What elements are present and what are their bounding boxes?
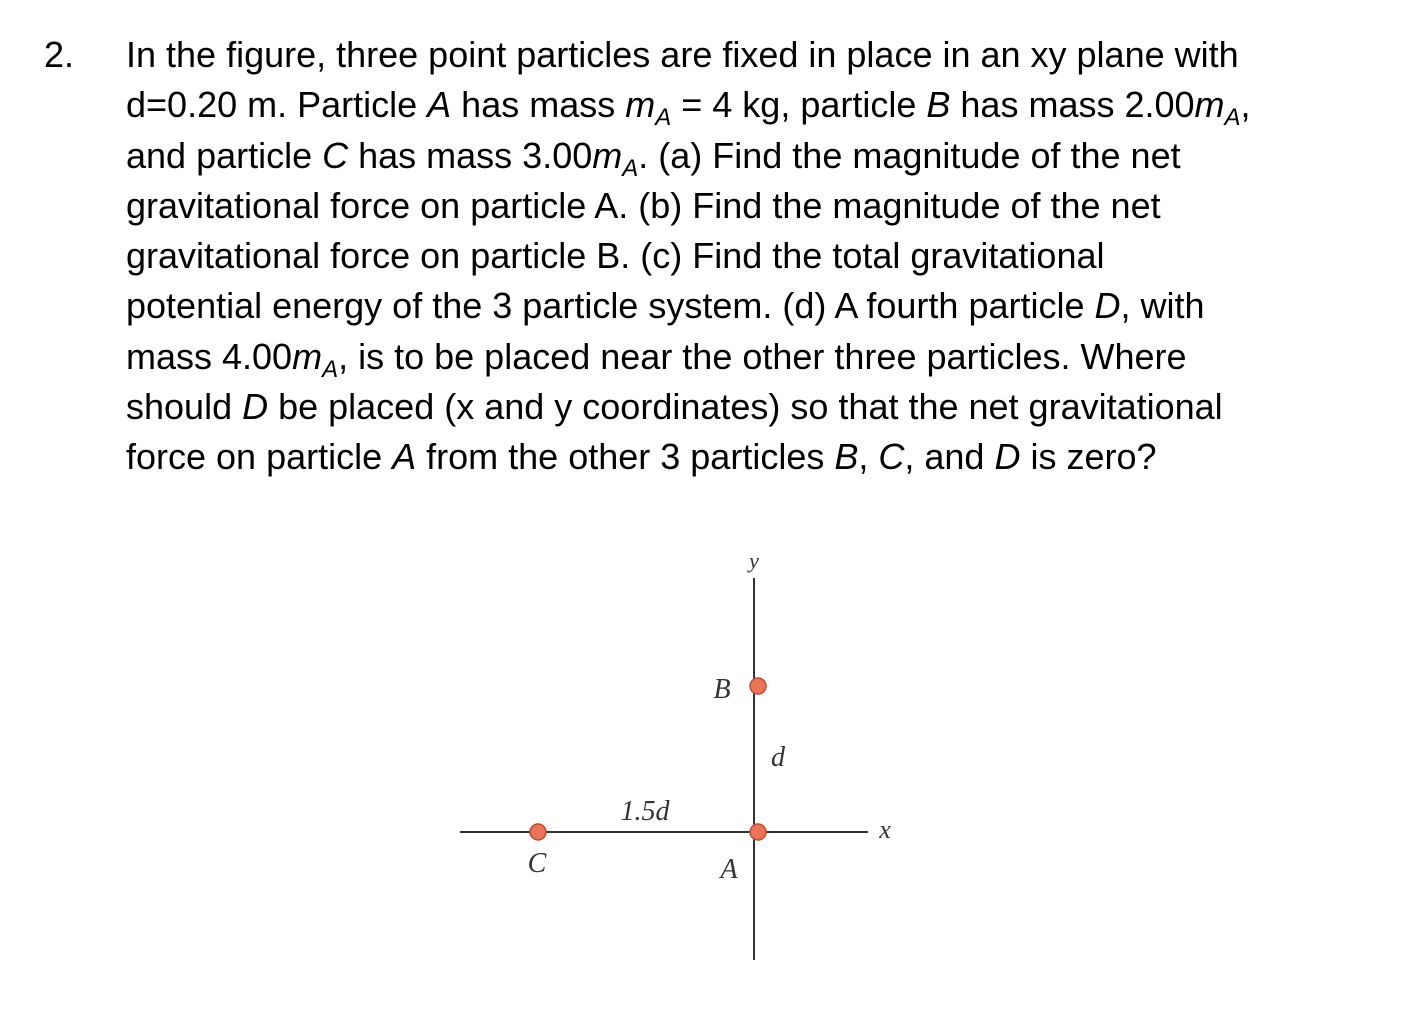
distance-d-label: d [771, 742, 785, 773]
particle-c-label: C [527, 848, 547, 879]
question-number: 2. [44, 34, 75, 75]
question-line-5: gravitational force on particle B. (c) Find the total gravitational [126, 235, 1105, 277]
particle-b [750, 678, 766, 694]
particle-a [750, 824, 766, 840]
question-line-3: and particle C has mass $3.00m_A$. (a) Find the magnitude of the net [126, 134, 1181, 182]
particle-b-label: B [713, 674, 731, 705]
y-axis-label: y [749, 548, 759, 573]
particle-figure [440, 540, 920, 970]
particle-c [530, 824, 546, 840]
question-line-8: should D be placed (x and y coordinates) so that the net gravitational [126, 386, 1223, 428]
particle-a-label: A [720, 854, 738, 885]
question-line-9: force on particle A from the other 3 particles B, C, and D is zero? [126, 436, 1157, 478]
question-line-4: gravitational force on particle A. (b) Find the magnitude of the net [126, 184, 1161, 226]
question-text [126, 30, 1376, 483]
distance-1-5d-label: 1.5d [620, 796, 670, 827]
question-line-2: d=0.20 m. Particle A has mass $m_A = 4$ kg, particle B has mass $2.00m_A$, [126, 84, 1251, 132]
question-line-1: In the figure, three point particles are fixed in place in an xy plane with [126, 34, 1239, 75]
question-line-6: potential energy of the 3 particle system. (d) A fourth particle D, with [126, 285, 1205, 327]
x-axis-label: x [879, 815, 891, 844]
question-line-7: mass $4.00m_A$, is to be placed near the other three particles. Where [126, 335, 1187, 383]
